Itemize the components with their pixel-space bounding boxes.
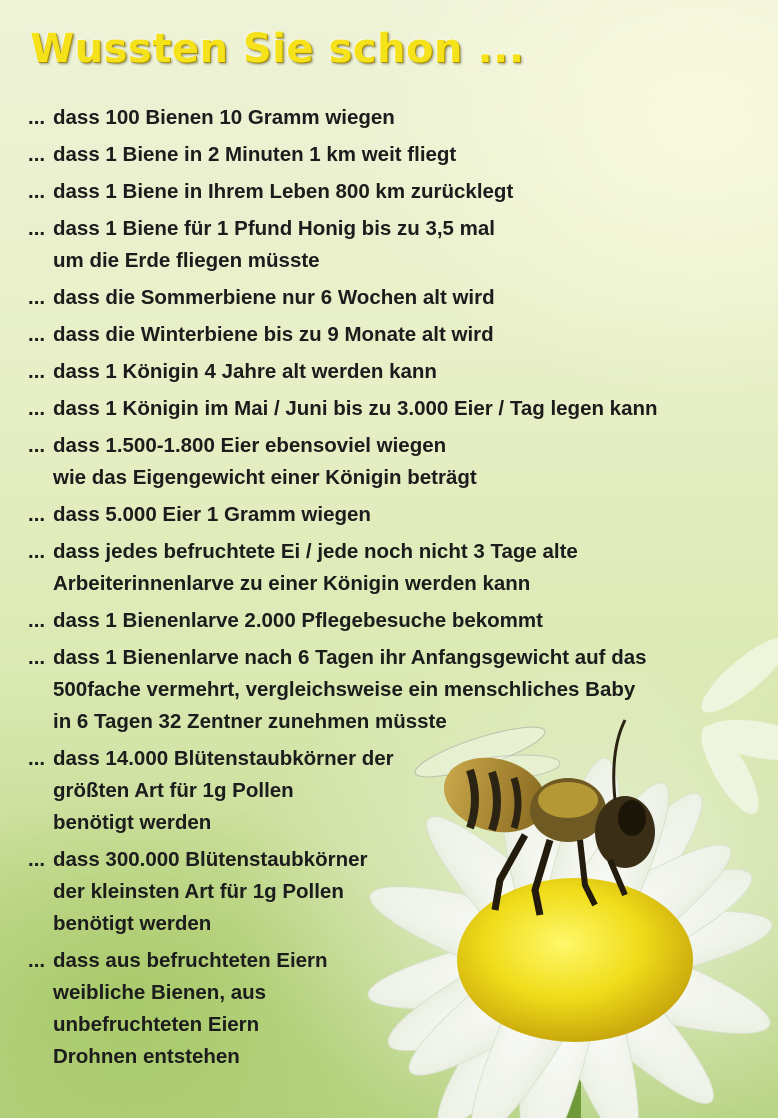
fact-text: ... dass 1 Bienenlarve 2.000 Pflegebesuche bekommt bbox=[53, 609, 543, 632]
fact-text: ... dass 1.500-1.800 Eier ebensoviel wiegen bbox=[53, 434, 447, 457]
fact-text: größten Art für 1g Pollen bbox=[53, 779, 294, 802]
fact-item bbox=[28, 844, 748, 940]
fact-item bbox=[28, 642, 748, 738]
fact-item bbox=[28, 356, 748, 388]
fact-text: ... dass 1 Biene für 1 Pfund Honig bis zu 3,5 mal bbox=[53, 217, 495, 240]
page-title: Wussten Sie schon ... bbox=[30, 26, 525, 72]
fact-item bbox=[28, 393, 748, 425]
fact-text: ... dass 5.000 Eier 1 Gramm wiegen bbox=[53, 503, 371, 526]
fact-item bbox=[28, 743, 748, 839]
facts-list bbox=[28, 102, 748, 1078]
fact-text: ... dass 1 Bienenlarve nach 6 Tagen ihr Anfangsgewicht auf das bbox=[53, 646, 647, 669]
fact-item bbox=[28, 213, 748, 277]
fact-text: ... dass die Winterbiene bis zu 9 Monate alt wird bbox=[53, 323, 494, 346]
fact-text: weibliche Bienen, aus bbox=[53, 981, 267, 1004]
fact-item bbox=[28, 139, 748, 171]
fact-text: benötigt werden bbox=[53, 811, 212, 834]
fact-item bbox=[28, 102, 748, 134]
fact-text: ... dass 1 Königin 4 Jahre alt werden kann bbox=[53, 360, 437, 383]
fact-item bbox=[28, 945, 748, 1073]
fact-item bbox=[28, 605, 748, 637]
fact-text: ... dass 1 Königin im Mai / Juni bis zu 3.000 Eier / Tag legen kann bbox=[53, 397, 658, 420]
fact-text: ... dass die Sommerbiene nur 6 Wochen alt wird bbox=[53, 286, 495, 309]
fact-text: ... dass 14.000 Blütenstaubkörner der bbox=[53, 747, 394, 770]
fact-text: ... dass 1 Biene in 2 Minuten 1 km weit fliegt bbox=[53, 143, 457, 166]
fact-item bbox=[28, 319, 748, 351]
fact-item bbox=[28, 176, 748, 208]
fact-text: ... dass aus befruchteten Eiern bbox=[53, 949, 328, 972]
fact-text: benötigt werden bbox=[53, 912, 212, 935]
fact-text: 500fache vermehrt, vergleichsweise ein menschliches Baby bbox=[53, 678, 636, 701]
fact-text: ... dass 100 Bienen 10 Gramm wiegen bbox=[53, 106, 395, 129]
fact-item bbox=[28, 430, 748, 494]
fact-text: Drohnen entstehen bbox=[53, 1045, 240, 1068]
fact-item bbox=[28, 499, 748, 531]
fact-text: der kleinsten Art für 1g Pollen bbox=[53, 880, 344, 903]
fact-text: ... dass 300.000 Blütenstaubkörner bbox=[53, 848, 368, 871]
fact-item bbox=[28, 282, 748, 314]
fact-text: in 6 Tagen 32 Zentner zunehmen müsste bbox=[53, 710, 447, 733]
fact-text: unbefruchteten Eiern bbox=[53, 1013, 260, 1036]
fact-text: um die Erde fliegen müsste bbox=[53, 249, 320, 272]
fact-text: ... dass 1 Biene in Ihrem Leben 800 km zurücklegt bbox=[53, 180, 514, 203]
fact-text: Arbeiterinnenlarve zu einer Königin werden kann bbox=[53, 572, 531, 595]
fact-item bbox=[28, 536, 748, 600]
fact-text: ... dass jedes befruchtete Ei / jede noch nicht 3 Tage alte bbox=[53, 540, 578, 563]
fact-text: wie das Eigengewicht einer Königin beträgt bbox=[53, 466, 477, 489]
